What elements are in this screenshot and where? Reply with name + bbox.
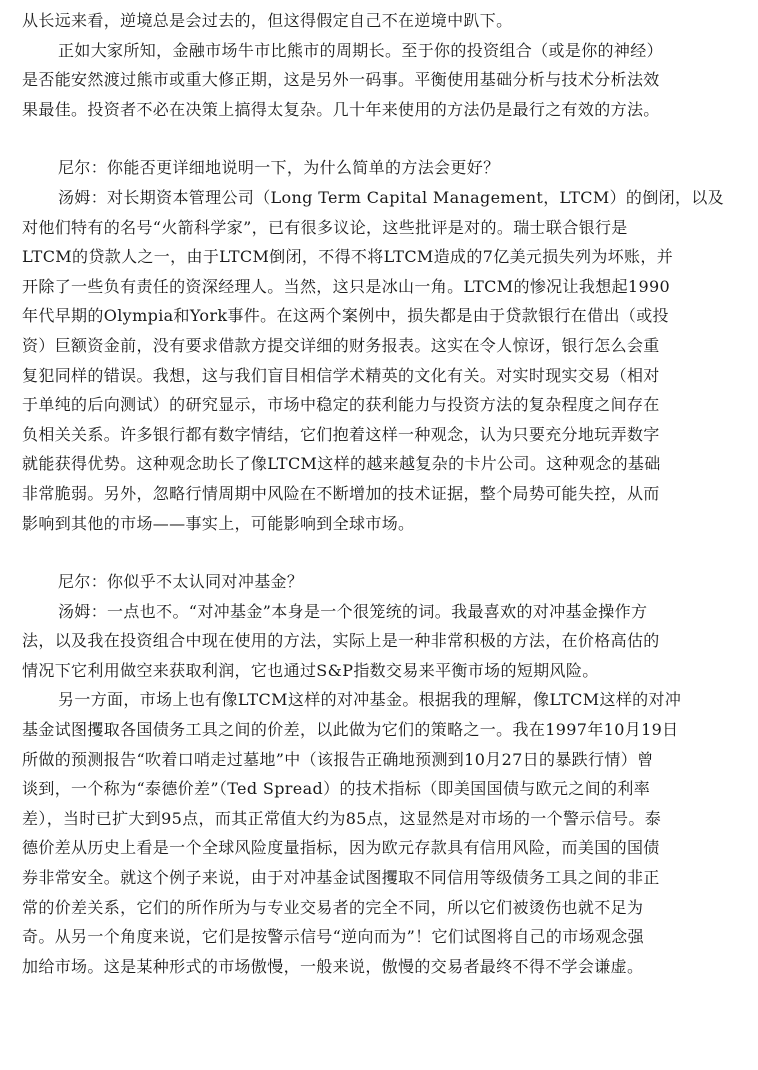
text-line: 所做的预测报告“吹着口哨走过墓地”中（该报告正确地预测到10月27日的暴跌行情）曾 bbox=[22, 749, 654, 769]
text-line: 正如大家所知，金融市场牛市比熊市的周期长。至于你的投资组合（或是你的神经） bbox=[58, 40, 663, 60]
text-line: 是否能安然渡过熊市或重大修正期，这是另外一码事。平衡使用基础分析与技术分析法效 bbox=[22, 70, 660, 90]
text-line: 年代早期的Olympia和York事件。在这两个案例中，损失都是由于贷款银行在借出（或投 bbox=[22, 306, 669, 326]
text-line: 德价差从历史上看是一个全球风险度量指标，因为欧元存款具有信用风险，而美国的国债 bbox=[22, 838, 660, 858]
text-line: 券非常安全。就这个例子来说，由于对冲基金试图攫取不同信用等级债务工具之间的非正 bbox=[22, 868, 660, 888]
paragraph-gap bbox=[22, 538, 740, 567]
text-line: 从长远来看，逆境总是会过去的，但这得假定自己不在逆境中趴下。 bbox=[22, 11, 513, 30]
text-line: 法，以及我在投资组合中现在使用的方法，实际上是一种非常积极的方法，在价格高估的 bbox=[22, 631, 660, 651]
text-line: 差），当时已扩大到95点，而其正常值大约为85点，这显然是对市场的一个警示信号。泰 bbox=[22, 808, 662, 828]
text-line: 加给市场。这是某种形式的市场傲慢，一般来说，傲慢的交易者最终不得不学会谦虚。 bbox=[22, 956, 644, 976]
text-line: 情况下它利用做空来获取利润，它也通过S&P指数交易来平衡市场的短期风险。 bbox=[22, 660, 599, 680]
text-line: 就能获得优势。这种观念助长了像LTCM这样的越来越复杂的卡片公司。这种观念的基础 bbox=[22, 454, 661, 474]
text-line: 负相关关系。许多银行都有数字情结，它们抱着这样一种观念，认为只要充分地玩弄数字 bbox=[22, 424, 660, 444]
paragraph-gap bbox=[22, 124, 740, 153]
text-line: 尼尔：你能否更详细地说明一下，为什么简单的方法会更好？ bbox=[58, 158, 500, 178]
text-line: 复犯同样的错误。我想，这与我们盲目相信学术精英的文化有关。对实时现实交易（相对 bbox=[22, 365, 660, 385]
text-line: 谈到，一个称为“泰德价差”（Ted Spread）的技术指标（即美国国债与欧元之间的利率 bbox=[22, 779, 651, 799]
text-line: 开除了一些负有责任的资深经理人。当然，这只是冰山一角。LTCM的惨况让我想起1990 bbox=[22, 276, 671, 296]
text-line: 奇。从另一个角度来说，它们是按警示信号“逆向而为”！它们试图将自己的市场观念强 bbox=[22, 927, 645, 947]
text-line: 果最佳。投资者不必在决策上搞得太复杂。几十年来使用的方法仍是最行之有效的方法。 bbox=[22, 99, 660, 119]
text-line: 对他们特有的名号“火箭科学家”，已有很多议论，这些批评是对的。瑞士联合银行是 bbox=[22, 217, 628, 237]
text-line: LTCM的贷款人之一，由于LTCM倒闭，不得不将LTCM造成的7亿美元损失列为坏账，并 bbox=[22, 247, 674, 267]
text-line: 非常脆弱。另外，忽略行情周期中风险在不断增加的技术证据，整个局势可能失控，从而 bbox=[22, 483, 660, 503]
text-line: 尼尔：你似乎不太认同对冲基金？ bbox=[58, 572, 304, 592]
text-line: 基金试图攫取各国债务工具之间的价差，以此做为它们的策略之一。我在1997年10月19日 bbox=[22, 720, 679, 740]
text-line: 资）巨额资金前，没有要求借款方提交详细的财务报表。这实在令人惊讶，银行怎么会重 bbox=[22, 335, 660, 355]
text-line: 另一方面，市场上也有像LTCM这样的对冲基金。根据我的理解，像LTCM这样的对冲 bbox=[58, 690, 682, 710]
text-line: 影响到其他的市场——事实上，可能影响到全球市场。 bbox=[22, 513, 415, 533]
text-line: 常的价差关系，它们的所作所为与专业交易者的完全不同，所以它们被烫伤也就不足为 bbox=[22, 897, 644, 917]
text-line: 汤姆：一点也不。“对冲基金”本身是一个很笼统的词。我最喜欢的对冲基金操作方 bbox=[58, 601, 648, 621]
text-line: 于单纯的后向测试）的研究显示，市场中稳定的获利能力与投资方法的复杂程度之间存在 bbox=[22, 395, 660, 415]
text-line: 汤姆：对长期资本管理公司（Long Term Capital Management，LTCM）的倒闭，以及 bbox=[58, 187, 725, 207]
